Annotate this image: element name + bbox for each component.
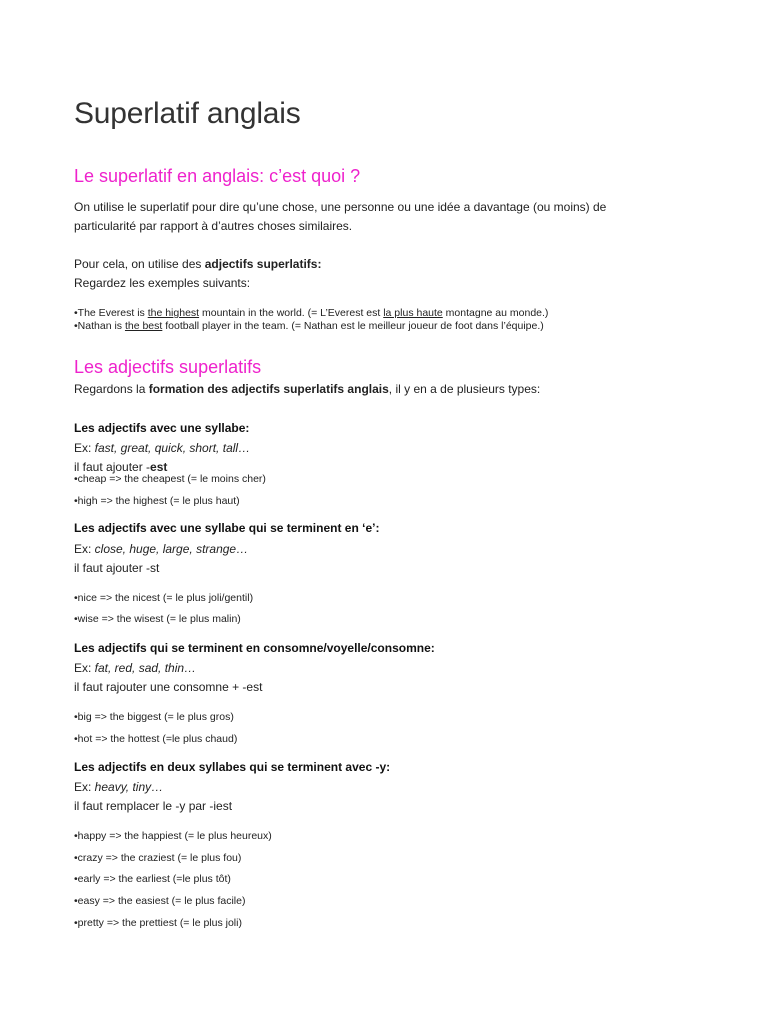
list-item: •early => the earliest (=le plus tôt): [74, 873, 231, 885]
example-underlined: the highest: [147, 307, 200, 319]
group-examples: [74, 540, 248, 559]
ex-words: close, huge, large, strange…: [94, 542, 249, 556]
formation-intro: [74, 380, 540, 399]
rule-bold: est: [150, 460, 168, 474]
list-item: •high => the highest (= le plus haut): [74, 495, 240, 507]
example-everest: [74, 307, 548, 319]
rule-text: il faut ajouter -: [74, 460, 151, 474]
list-item: •wise => the wisest (= le plus malin): [74, 613, 241, 625]
example-nathan: [74, 320, 544, 332]
ex-words: heavy, tiny…: [94, 780, 164, 794]
intro-paragraph-line-2: particularité par rapport à d’autres choses similaires.: [74, 219, 353, 233]
list-item: •big => the biggest (= le plus gros): [74, 711, 234, 723]
pour-cela-text: Pour cela, on utilise des: [74, 257, 205, 271]
formation-text: , il y en a de plusieurs types:: [388, 382, 541, 396]
list-item: •nice => the nicest (= le plus joli/gentil): [74, 592, 254, 604]
pour-cela-bold: adjectifs superlatifs:: [204, 257, 322, 271]
section-heading-what-is: Le superlatif en anglais: c’est quoi ?: [74, 166, 361, 186]
group-examples: [74, 659, 196, 678]
ex-label: Ex:: [74, 542, 95, 556]
group-examples: [74, 778, 163, 797]
group-rule: il faut remplacer le -y par -iest: [74, 799, 233, 813]
group-title: Les adjectifs qui se terminent en consomne/voyelle/consomne:: [74, 641, 435, 655]
list-item: •hot => the hottest (=le plus chaud): [74, 733, 238, 745]
formation-text: Regardons la: [74, 382, 149, 396]
list-item: •easy => the easiest (= le plus facile): [74, 895, 246, 907]
group-rule: il faut rajouter une consomne + -est: [74, 680, 263, 694]
example-text: montagne au monde.): [442, 307, 549, 319]
ex-label: Ex:: [74, 780, 95, 794]
list-item: •crazy => the craziest (= le plus fou): [74, 852, 242, 864]
example-underlined: la plus haute: [383, 307, 443, 319]
ex-words: fast, great, quick, short, tall…: [94, 441, 251, 455]
group-title: Les adjectifs en deux syllabes qui se terminent avec -y:: [74, 760, 391, 774]
regardez-line: Regardez les exemples suivants:: [74, 276, 251, 290]
group-title: Les adjectifs avec une syllabe qui se terminent en ‘e’:: [74, 521, 380, 535]
example-text: •Nathan is: [74, 320, 125, 332]
example-text: •The Everest is: [74, 307, 148, 319]
list-item: •cheap => the cheapest (= le moins cher): [74, 473, 266, 485]
example-text: mountain in the world. (= L’Everest est: [199, 307, 384, 319]
page-title: Superlatif anglais: [74, 97, 301, 130]
example-text: football player in the team. (= Nathan est le meilleur joueur de foot dans l’équipe.): [162, 320, 544, 332]
section-heading-superlative-adjectives: Les adjectifs superlatifs: [74, 357, 262, 377]
list-item: •happy => the happiest (= le plus heureux): [74, 830, 272, 842]
group-title: Les adjectifs avec une syllabe:: [74, 421, 250, 435]
group-examples: [74, 439, 250, 458]
ex-label: Ex:: [74, 661, 95, 675]
ex-words: fat, red, sad, thin…: [94, 661, 197, 675]
formation-bold: formation des adjectifs superlatifs anglais: [148, 382, 389, 396]
pour-cela-line: [74, 255, 321, 274]
ex-label: Ex:: [74, 441, 95, 455]
example-underlined: the best: [124, 320, 163, 332]
group-rule: il faut ajouter -st: [74, 561, 160, 575]
list-item: •pretty => the prettiest (= le plus joli): [74, 917, 242, 929]
intro-paragraph-line-1: On utilise le superlatif pour dire qu’une chose, une personne ou une idée a davantage (ou moins) de: [74, 200, 607, 214]
